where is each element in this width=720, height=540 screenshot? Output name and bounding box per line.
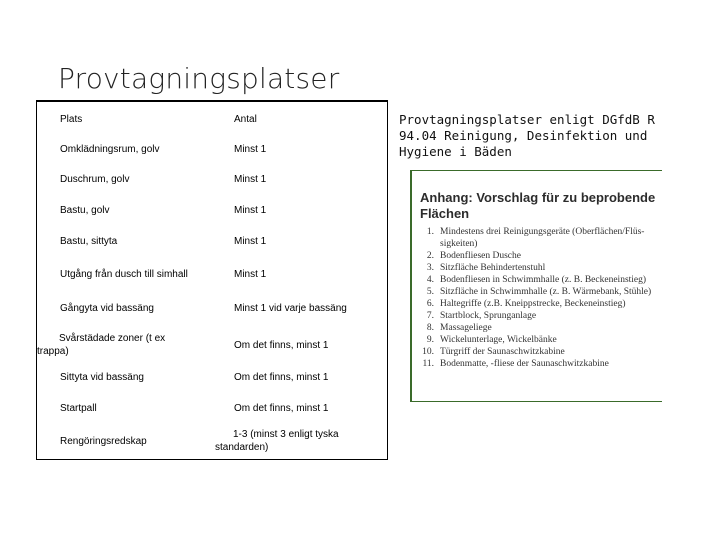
sampling-table: [36, 100, 388, 460]
cell-antal: Om det finns, minst 1: [234, 403, 329, 414]
slide-title: Provtagningsplatser: [58, 62, 340, 95]
header-antal: Antal: [234, 114, 257, 125]
cell-antal: Minst 1 vid varje bassäng: [234, 303, 347, 314]
cell-antal: Minst 1: [234, 269, 267, 280]
cell-antal: Minst 1: [234, 144, 267, 155]
cell-plats: Startpall: [60, 403, 97, 414]
cell-antal: Om det finns, minst 1: [234, 340, 329, 351]
cell-plats: Rengöringsredskap: [60, 436, 147, 447]
cell-plats: Bastu, golv: [60, 205, 110, 216]
scan-heading-line1: Anhang: Vorschlag für zu beprobende: [420, 190, 656, 205]
cell-plats: Omklädningsrum, golv: [60, 144, 160, 155]
cell-plats: Sittyta vid bassäng: [60, 372, 144, 383]
cell-plats: Duschrum, golv: [60, 174, 130, 185]
cell-plats: Utgång från dusch till simhall: [60, 269, 188, 280]
cell-plats: Gångyta vid bassäng: [60, 303, 154, 314]
scan-heading-line2: Flächen: [420, 206, 470, 221]
cell-plats: Bastu, sittyta: [60, 236, 118, 247]
cell-plats: Svårstädade zoner (t ex trappa): [37, 333, 166, 357]
cell-antal: Minst 1: [234, 205, 267, 216]
cell-antal: Minst 1: [234, 236, 267, 247]
scanned-excerpt: Anhang: Vorschlag für zu beprobende Flächen 1. Mindestens drei Reinigungsgeräte (Oberflächen/Flüs- sigkeiten) 2. Bodenfliesen Dusche 3. Sitzfläche Behindertenstuhl 4. Bodenfliesen in Schwimmhalle (z. B. Beckeneinstieg) 5. Sitzfläche in Schwimmhalle (z. B. Wärmebank, Stühle) 6. Haltegriffe (z.B. Kneippstrecke, Beckeneinstieg) 7. Startblock, Sprunganlage 8. Massageliege 9. Wickelunterlage, Wickelbänke 10. Türgriff der Saunaschwitzkabine 11. Bodenmatte, -fliese der Saunaschwitzkabine: [410, 170, 662, 402]
cell-antal: 1-3 (minst 3 enligt tyska standarden): [215, 429, 339, 453]
cell-antal: Minst 1: [234, 174, 267, 185]
header-plats: Plats: [60, 114, 83, 125]
standard-heading: Provtagningsplatser enligt DGfdB R 94.04 Reinigung, Desinfektion und Hygiene i Bäden: [399, 112, 655, 159]
cell-antal: Om det finns, minst 1: [234, 372, 329, 383]
